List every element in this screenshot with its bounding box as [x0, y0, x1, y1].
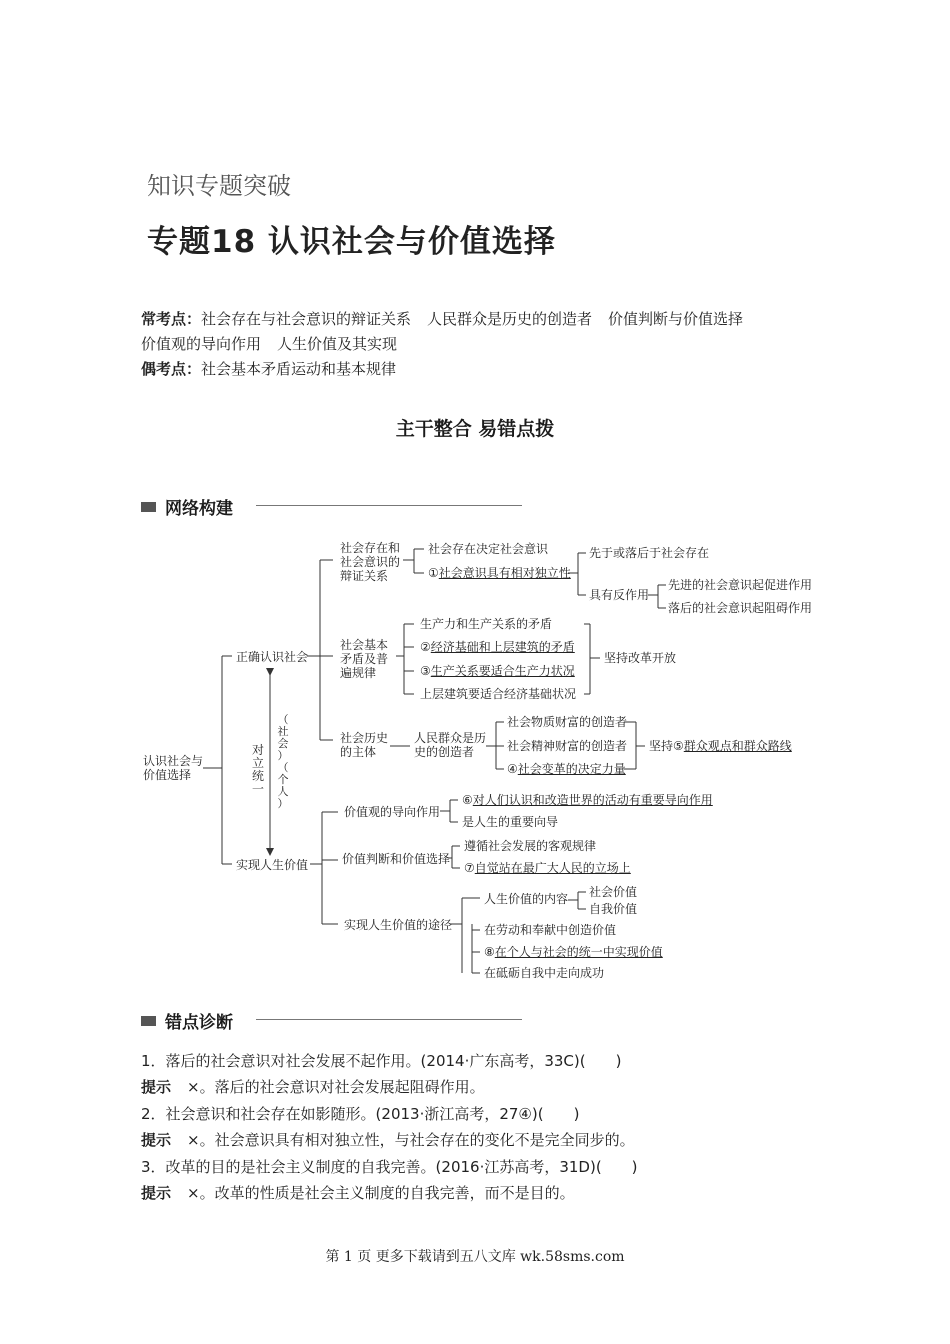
map-leaf: 落后的社会意识起阻碍作用 — [668, 601, 813, 615]
map-leaf: 先于或落后于社会存在 — [589, 546, 710, 560]
map-root: 认识社会与 价值选择 — [143, 754, 204, 782]
common-point: 人民群众是历史的创造者 — [427, 310, 593, 328]
main-heading: 主干整合 易错点拨 — [395, 418, 555, 440]
common-point: 价值观的导向作用 — [141, 335, 262, 353]
page-footer: 第 1 页 更多下载请到五八文库 wk.58sms.com — [325, 1249, 625, 1265]
map-node-people-creators: 人民群众是历 史的创造者 — [414, 731, 487, 759]
occasional-points-label: 偶考点： — [141, 360, 202, 378]
common-point: 人生价值及其实现 — [277, 335, 398, 353]
map-leaf: ③生产关系要适合生产力状况 — [420, 664, 575, 678]
common-point: 价值判断与价值选择 — [608, 310, 744, 328]
map-leaf: 社会物质财富的创造者 — [507, 715, 628, 729]
section-subtitle: 知识专题突破 — [147, 172, 291, 200]
section-square-icon — [141, 1016, 156, 1026]
map-leaf: ①社会意识具有相对独立性 — [428, 566, 571, 580]
question-1: 1．落后的社会意识对社会发展不起作用。(2014·广东高考，33C)( ) — [141, 1052, 622, 1070]
map-leaf: 自我价值 — [589, 902, 638, 916]
map-leaf: ⑧在个人与社会的统一中实现价值 — [484, 945, 663, 959]
map-leaf: 社会存在决定社会意识 — [428, 542, 549, 556]
common-point: 社会存在与社会意识的辩证关系 — [201, 310, 412, 328]
map-leaf: ⑦自觉站在最广大人民的立场上 — [464, 861, 631, 875]
map-leaf: ②经济基础和上层建筑的矛盾 — [420, 640, 575, 654]
map-leaf: 社会精神财富的创造者 — [507, 739, 628, 753]
page-title: 专题18 认识社会与价值选择 — [147, 224, 556, 260]
divider — [256, 1019, 522, 1020]
map-leaf: 在劳动和奉献中创造价值 — [484, 923, 617, 937]
map-node-value-judgement: 价值判断和价值选择 — [342, 852, 451, 866]
map-leaf: 社会价值 — [589, 885, 638, 899]
map-node-historical-subject: 社会历史 的主体 — [340, 731, 389, 759]
map-leaf: 先进的社会意识起促进作用 — [668, 578, 813, 592]
common-points-label: 常考点： — [141, 310, 202, 328]
map-leaf: 上层建筑要适合经济基础状况 — [420, 687, 577, 701]
map-node-realize-value: 实现人生价值的途径 — [344, 918, 453, 932]
map-leaf: ④社会变革的决定力量 — [507, 762, 626, 776]
map-node-basic-contradiction: 社会基本 矛盾及普 遍规律 — [340, 638, 389, 680]
map-leaf: 在砥砺自我中走向成功 — [484, 966, 605, 980]
map-leaf: 坚持改革开放 — [604, 651, 677, 665]
hint-3: 提示 ×。改革的性质是社会主义制度的自我完善，而不是目的。 — [141, 1184, 575, 1202]
map-branch-life-value: 实现人生价值 — [236, 858, 309, 872]
map-node-existence-consciousness: 社会存在和 社会意识的 辩证关系 — [340, 541, 401, 583]
map-node-value-guidance: 价值观的导向作用 — [344, 805, 441, 819]
map-branch-recognize-society: 正确认识社会 — [236, 650, 309, 664]
hint-2: 提示 ×。社会意识具有相对独立性，与社会存在的变化不是完全同步的。 — [141, 1131, 635, 1149]
errors-heading: 错点诊断 — [141, 1008, 233, 1033]
map-leaf: ⑥对人们认识和改造世界的活动有重要导向作用 — [462, 793, 713, 807]
map-leaf: 生产力和生产关系的矛盾 — [420, 617, 553, 631]
map-leaf: 遵循社会发展的客观规律 — [464, 839, 597, 853]
question-3: 3．改革的目的是社会主义制度的自我完善。(2016·江苏高考，31D)( ) — [141, 1158, 638, 1176]
map-leaf: 具有反作用 — [589, 588, 650, 602]
occasional-point: 社会基本矛盾运动和基本规律 — [201, 360, 397, 378]
network-heading: 网络构建 — [141, 494, 233, 519]
map-society-individual: （ 社 会 ） （ 个 人 ） — [277, 713, 289, 810]
map-leaf: 是人生的重要向导 — [462, 815, 559, 829]
map-leaf: 人生价值的内容 — [484, 892, 569, 906]
map-leaf: 坚持⑤群众观点和群众路线 — [649, 739, 792, 753]
map-opposition-unity: 对 立 统 一 — [251, 743, 264, 796]
hint-1: 提示 ×。落后的社会意识对社会发展起阻碍作用。 — [141, 1078, 485, 1096]
question-2: 2．社会意识和社会存在如影随形。(2013·浙江高考，27④)( ) — [141, 1105, 580, 1123]
